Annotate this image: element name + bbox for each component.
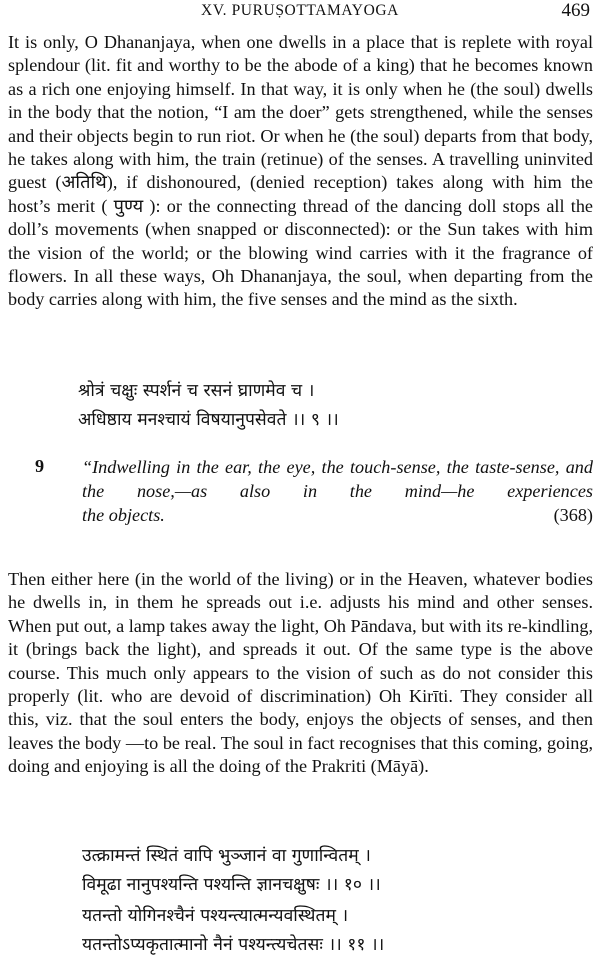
stanza-reference: (368) xyxy=(553,504,593,525)
commentary-paragraph-1: It is only, O Dhananjaya, when one dwells in a place that is replete with royal splendour (lit. fit and worthy to be the abode of a king) that he becomes known as a rich one enjoying himself. In that way, it is only when he (the soul) dwells in the body that the notion, “I am the doer” gets strengthened, while the senses and their objects begin to run riot. Or when he (the soul) departs from that body, he takes along with him, the train (retinue) of the senses. A travelling uninvited guest (अतिथि), if dishonoured, (denied reception) takes along with him the host’s merit ( पुण्य ): or the connecting thread of the dancing doll stops all the doll’s movements (when snapped or disconnected): or the Sun takes with him the vision of the world; or the blowing wind carries with it the fragrance of flowers. In all these ways, Oh Dhananjaya, the soul, when departing from the body carries along with him, the five senses and the mind as the sixth. xyxy=(8,32,593,310)
verse-9-line-2: अधिष्ठाय मनश्चायं विषयानुपसेवते ।। ९ ।। xyxy=(78,410,339,430)
sanskrit-verse-10 xyxy=(82,842,582,900)
translation-tail-text: the objects. xyxy=(82,504,165,525)
verse-11-line-1: यतन्तो योगिनश्चैनं पश्यन्त्यात्मन्यवस्थितम् । xyxy=(82,906,349,926)
page-number: 469 xyxy=(561,0,590,21)
verse-10-line-2: विमूढा नानुपश्यन्ति पश्यन्ति ज्ञानचक्षुषः ।। १० ।। xyxy=(82,875,381,895)
translation-text xyxy=(82,456,593,527)
translation-tail xyxy=(82,504,593,528)
running-title: XV. PURUṢOTTAMAYOGA xyxy=(201,2,399,19)
translation-body: “Indwelling in the ear, the eye, the touch-sense, the taste-sense, and the nose,—as also in the mind—he experiences xyxy=(82,457,593,501)
verse-9-line-1: श्रोत्रं चक्षुः स्पर्शनं च रसनं घ्राणमेव च । xyxy=(78,381,315,401)
running-head xyxy=(0,0,600,22)
sanskrit-verse-11 xyxy=(82,902,582,960)
verse-10-line-1: उत्क्रामन्तं स्थितं वापि भुञ्जानं वा गुणान्वितम् । xyxy=(82,846,371,866)
verse-number: 9 xyxy=(35,456,45,476)
verse-11-line-2: यतन्तोऽप्यकृतात्मानो नैनं पश्यन्त्यचेतसः ।। ११ ।। xyxy=(82,935,385,955)
commentary-paragraph-2: Then either here (in the world of the living) or in the Heaven, whatever bodies he dwells in, in them he spreads out i.e. adjusts his mind and other senses. When put out, a lamp takes away the light, Oh Pāndava, but with its re-kindling, it (brings back the light), and spreads it out. Of the same type is the above course. This much only appears to the vision of such as do not consider this properly (lit. who are devoid of discrimination) Oh Kirīti. They consider all this, viz. that the soul enters the body, enjoys the objects of senses, and then leaves the body —to be real. The soul in fact recognises that this coming, going, doing and enjoying is all the doing of the Prakriti (Māyā). xyxy=(8,569,593,777)
sanskrit-verse-9 xyxy=(78,377,578,435)
